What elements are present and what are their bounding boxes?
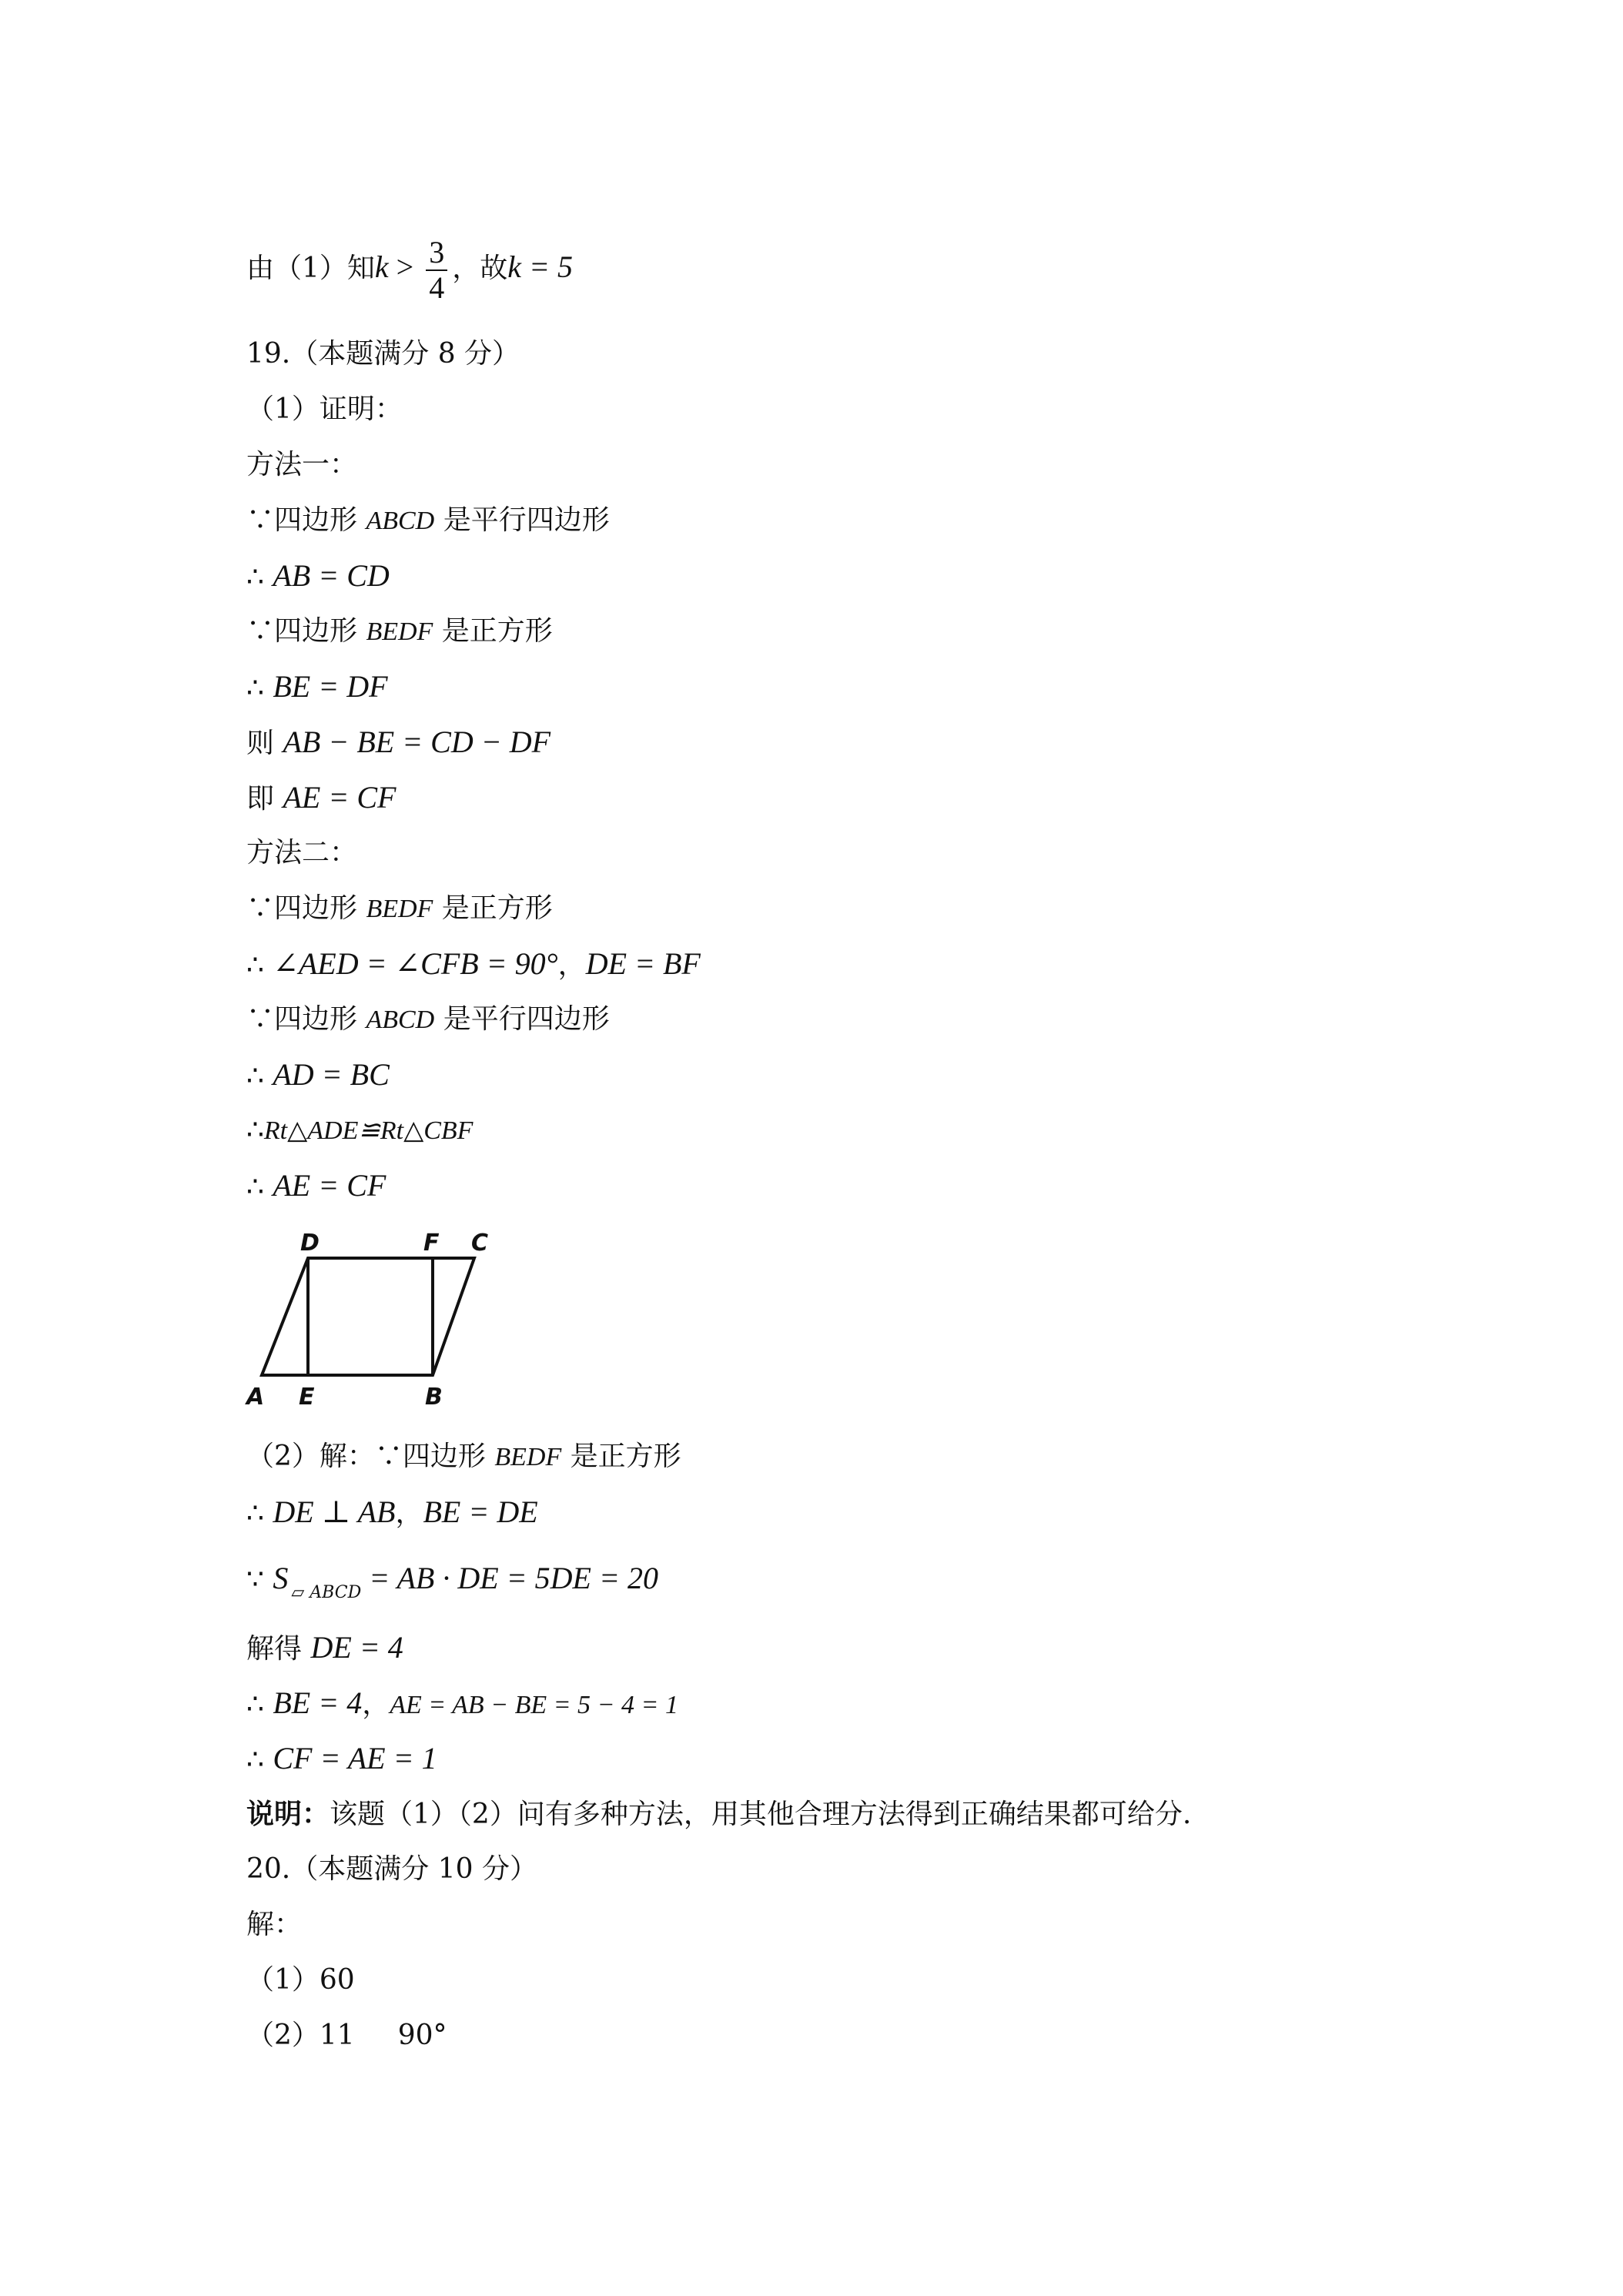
area-subscript: ▱ ABCD	[291, 1583, 362, 1602]
math: BE = 4	[273, 1685, 363, 1720]
step-14	[246, 1560, 658, 1612]
grading-note	[246, 1796, 1191, 1833]
answer-1: （1）60	[246, 1964, 355, 1996]
math-gt: >	[388, 249, 422, 284]
math: ∠AED = ∠CFB = 90°	[273, 946, 558, 981]
therefore-symbol: ∴	[246, 1060, 273, 1092]
therefore-symbol: ∴	[246, 1171, 273, 1203]
solution-label: 解：	[246, 1909, 303, 1940]
therefore-symbol: ∴	[246, 672, 273, 704]
math: BEDF	[494, 1443, 562, 1471]
question-20-heading: 20.（本题满分 10 分）	[246, 1853, 537, 1885]
text: 是正方形	[561, 1441, 681, 1472]
math: BEDF	[366, 618, 433, 646]
therefore-symbol: ∴	[246, 1498, 273, 1529]
step-4	[246, 668, 388, 707]
label-c: C	[471, 1230, 489, 1257]
step-2	[246, 557, 390, 596]
because-symbol: ∵	[246, 892, 275, 924]
text: （2）解：	[246, 1441, 375, 1472]
therefore-symbol: ∴	[246, 1744, 273, 1776]
math: ABCD	[366, 507, 435, 535]
step-3	[246, 613, 553, 651]
answer-2	[246, 2017, 447, 2054]
math: BEDF	[366, 895, 433, 923]
step-15	[246, 1629, 403, 1668]
label-f: F	[423, 1230, 440, 1257]
because-symbol: ∵	[374, 1441, 403, 1472]
math: DE ⊥ AB	[273, 1494, 396, 1529]
text: 90°	[397, 2020, 447, 2051]
method-1-heading: 方法一：	[246, 449, 358, 480]
math: DE = 4	[310, 1630, 403, 1665]
text: 则	[246, 728, 283, 759]
text: ，	[362, 1689, 390, 1720]
parallelogram-figure	[245, 1223, 507, 1423]
text: 四边形	[274, 615, 366, 647]
step-16	[246, 1685, 678, 1724]
text: 解得	[246, 1633, 311, 1665]
because-symbol: ∵	[246, 615, 275, 647]
step-11	[246, 1112, 473, 1150]
step-7	[246, 890, 553, 928]
math: BE = DF	[273, 669, 388, 704]
math: DE = BF	[585, 946, 701, 981]
step-8	[246, 946, 701, 984]
step-1	[246, 502, 610, 540]
step-12	[246, 1167, 386, 1206]
label-d: D	[300, 1230, 320, 1257]
math: AE = AB − BE = 5 − 4 = 1	[390, 1691, 678, 1719]
numerator: 3	[426, 236, 447, 271]
math: ABCD	[366, 1006, 435, 1034]
line-k-condition	[246, 236, 573, 305]
fraction-3-4	[426, 236, 447, 305]
note-label: 说明：	[246, 1798, 330, 1830]
label-a: A	[246, 1384, 265, 1411]
math: AE = CF	[273, 1168, 387, 1203]
text: 四边形	[402, 1441, 495, 1472]
text: ，	[395, 1498, 423, 1529]
denominator: 4	[429, 270, 445, 305]
therefore-symbol: ∴	[246, 949, 273, 981]
because-symbol: ∵	[246, 1564, 273, 1595]
label-e: E	[299, 1384, 315, 1411]
label-b: B	[425, 1384, 443, 1411]
step-13	[246, 1494, 538, 1532]
parallelogram-abcd	[262, 1258, 474, 1375]
therefore-symbol: ∴	[246, 561, 273, 593]
text: 是平行四边形	[434, 504, 610, 536]
question-19-heading: 19.（本题满分 8 分）	[246, 338, 520, 370]
math: AD = BC	[273, 1057, 390, 1092]
math-area-symbol: S	[273, 1561, 289, 1595]
text: 是正方形	[433, 615, 553, 647]
math: AB − BE = CD − DF	[283, 725, 551, 759]
because-symbol: ∵	[246, 1003, 275, 1035]
math: AB = CD	[273, 558, 390, 593]
math: = AB · DE = 5DE = 20	[361, 1561, 658, 1595]
text: 是正方形	[433, 892, 553, 924]
math-k: k	[374, 249, 389, 284]
text: 是平行四边形	[434, 1003, 610, 1035]
note-text: 该题（1）（2）问有多种方法，用其他合理方法得到正确结果都可给分.	[330, 1799, 1192, 1830]
step-5	[246, 724, 550, 762]
step-17	[246, 1740, 437, 1779]
step-10	[246, 1056, 390, 1095]
text: 四边形	[274, 892, 366, 924]
method-2-heading: 方法二：	[246, 837, 358, 869]
math: CF = AE = 1	[273, 1741, 437, 1776]
text: （2）11	[246, 2020, 355, 2051]
step-9	[246, 1001, 610, 1039]
part-1-heading: （1）证明：	[246, 393, 403, 425]
text: 四边形	[274, 1003, 366, 1035]
math-k-equals-5: k = 5	[507, 249, 573, 284]
math: AE = CF	[283, 780, 397, 815]
text: 即	[246, 783, 283, 815]
step-6	[246, 779, 396, 818]
therefore-symbol: ∴	[246, 1689, 273, 1720]
because-symbol: ∵	[246, 504, 275, 536]
part-2-heading	[246, 1438, 681, 1476]
text: 四边形	[274, 504, 366, 536]
text: 由（1）知	[246, 253, 375, 284]
text: ，故	[452, 253, 508, 284]
therefore-symbol: ∴	[246, 1114, 264, 1146]
text: ，	[557, 949, 586, 981]
math: BE = DE	[423, 1494, 538, 1529]
math: Rt△ADE≌Rt△CBF	[263, 1116, 474, 1145]
